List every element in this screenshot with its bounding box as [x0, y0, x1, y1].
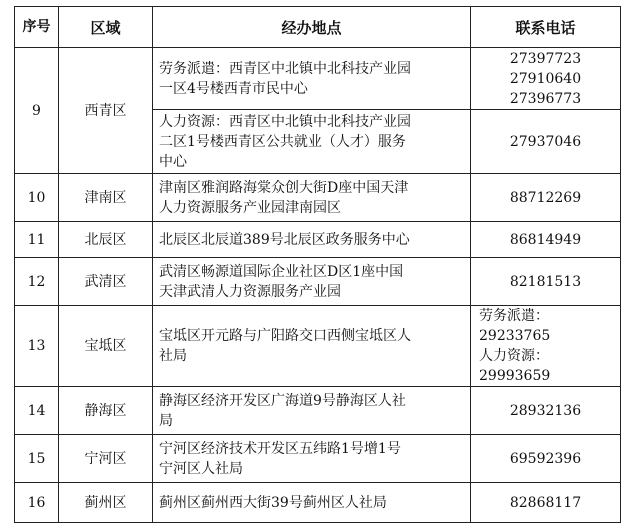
address-line: 宝坻区开元路与广阳路交口西侧宝坻区人: [159, 328, 411, 344]
table-row: [15, 306, 621, 387]
row-seq: 15: [15, 435, 59, 483]
row-phone: 82181513: [471, 258, 621, 306]
row-region: 蓟州区: [59, 483, 153, 523]
row-seq: 14: [15, 387, 59, 435]
row-region: 宁河区: [59, 435, 153, 483]
table-row: [15, 435, 621, 483]
address-line: 社局: [159, 348, 187, 364]
row-seq: 9: [15, 48, 59, 174]
row-seq: 12: [15, 258, 59, 306]
header-seq: 序号: [15, 7, 59, 48]
row-region: 宝坻区: [59, 306, 153, 387]
row-seq: 10: [15, 174, 59, 222]
row-phone: 88712269: [471, 174, 621, 222]
phone-line: 劳务派遣：29233765: [479, 308, 551, 344]
table-header-row: [15, 7, 621, 48]
row-region: 静海区: [59, 387, 153, 435]
row-region: 津南区: [59, 174, 153, 222]
address-line: 蓟州区蓟州西大街39号蓟州区人社局: [159, 494, 387, 511]
row-phone: [471, 306, 621, 387]
row-address: [153, 258, 471, 306]
address-line: 二区1号楼西青区公共就业（人才）服务: [159, 133, 406, 150]
address-line: 中心: [159, 153, 187, 170]
row-address: [153, 435, 471, 483]
address-line: 局: [159, 412, 173, 429]
header-phone: 联系电话: [471, 7, 621, 48]
phone-line: 27396773: [509, 90, 582, 107]
row-phone: 28932136: [471, 387, 621, 435]
row-address: [153, 174, 471, 222]
table-row: [15, 48, 621, 110]
table-row: [15, 222, 621, 258]
row-phone: 82868117: [471, 483, 621, 523]
address-line: 津南区雅润路海棠众创大街D座中国天津: [159, 179, 409, 196]
header-region: 区域: [59, 7, 153, 48]
address-line: 武清区畅源道国际企业社区D区1座中国: [159, 263, 404, 280]
row-seq: 16: [15, 483, 59, 523]
address-line: 人力资源：西青区中北镇中北科技产业园: [159, 113, 411, 130]
row-region: 西青区: [59, 48, 153, 174]
row-phone: 69592396: [471, 435, 621, 483]
address-line: 静海区经济开发区广海道9号静海区人社: [159, 392, 406, 409]
address-line: 人力资源服务产业园津南园区: [159, 199, 341, 216]
row-region: 武清区: [59, 258, 153, 306]
service-location-table: [14, 6, 621, 523]
row-phone: [471, 48, 621, 110]
row-seq: 13: [15, 306, 59, 387]
phone-line: 人力资源：29993659: [479, 348, 551, 384]
address-line: 宁河区人社局: [159, 460, 243, 477]
row-address: [153, 387, 471, 435]
table-row: [15, 258, 621, 306]
row-address: [153, 48, 471, 110]
address-line: 劳务派遣：西青区中北镇中北科技产业园: [159, 60, 411, 77]
row-region: 北辰区: [59, 222, 153, 258]
address-line: 天津武清人力资源服务产业园: [159, 283, 341, 300]
address-line: 北辰区北辰道389号北辰区政务服务中心: [159, 231, 410, 248]
row-address: [153, 222, 471, 258]
table-row: [15, 174, 621, 222]
header-address: 经办地点: [153, 7, 471, 48]
phone-line: 27910640: [509, 70, 582, 87]
row-phone: 86814949: [471, 222, 621, 258]
table-row: [15, 387, 621, 435]
address-line: 宁河区经济技术开发区五纬路1号增1号: [159, 440, 401, 457]
phone-line: 27397723: [509, 50, 582, 67]
row-phone: 27937046: [471, 110, 621, 174]
row-address: [153, 306, 471, 387]
row-seq: 11: [15, 222, 59, 258]
row-address: [153, 110, 471, 174]
address-line: 一区4号楼西青市民中心: [159, 80, 308, 97]
